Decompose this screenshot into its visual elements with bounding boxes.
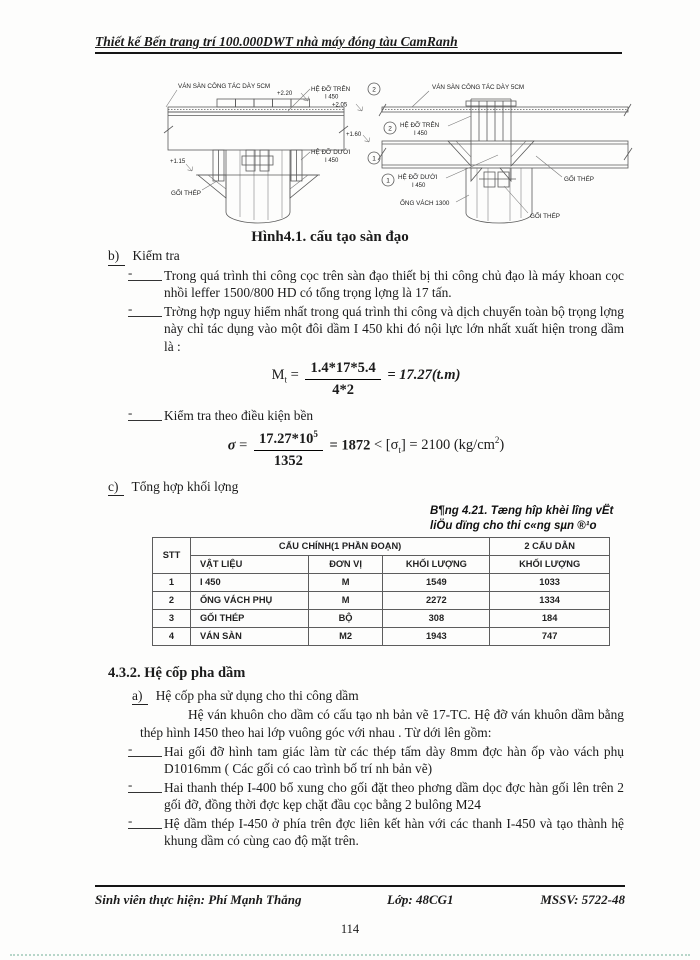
paragraph: Hệ ván khuôn cho dầm có cấu tạo nh bản vẽ 17-TC. Hệ đỡ ván khuôn dầm bằng thép hình I450 theo hai lớp vuông góc với nhau . Từ dới lên gồm: xyxy=(140,707,624,740)
bullet-dash: - xyxy=(128,743,162,757)
callout-2-left: 2 xyxy=(372,86,376,94)
bullet-text: Hai thanh thép I-400 bổ xung cho gối đặt theo phơng dầm dọc đợc hàn gối lên trên 2 gối đỡ, đồng thời đợc kẹp chặt đầu cọc bằng 2 bulông M24 xyxy=(164,779,624,813)
cell-vat-lieu: ỐNG VÁCH PHỤ xyxy=(190,591,308,609)
cell-vat-lieu: I 450 xyxy=(190,573,308,591)
elev-115: +1.15 xyxy=(170,159,186,165)
bullet-item xyxy=(108,740,624,778)
bullet-dash: - xyxy=(128,303,162,317)
label-he-do-tren-right: HỆ ĐỠ TRÊN xyxy=(400,122,440,129)
table-caption: B¶ng 4.21. Tæng hîp khèi lîng vËt liÖu dïng cho thi c«ng sµn ®¹o xyxy=(430,505,614,532)
bullet-item xyxy=(108,264,624,302)
fraction-denominator: 4*2 xyxy=(332,382,354,399)
formula-comparison: < $[\sigma_t] = 2100$ $(kg/cm^2)$ xyxy=(374,435,505,456)
formula-lhs: σ xyxy=(227,437,236,454)
bullet-item xyxy=(108,776,624,814)
fraction xyxy=(305,359,380,400)
bullet-dash: - xyxy=(128,267,162,281)
bullet-text: Hai gối đỡ hình tam giác làm từ các thép tấm dày 8mm đợc hàn ốp vào vách phụ D1016mm ( Các gối có cao trình bố trí nh bản vẽ) xyxy=(164,743,624,777)
cell-vat-lieu: GỐI THÉP xyxy=(190,609,308,627)
label-he-do-duoi-left: HỆ ĐỠ DƯỚI xyxy=(311,149,351,156)
label-i450-bot-left: I 450 xyxy=(325,158,339,164)
label-i450-bot-right: I 450 xyxy=(412,183,426,189)
formula-result: = 1872 xyxy=(329,437,371,454)
footer-mssv: MSSV: 5722-48 xyxy=(540,892,625,907)
footer-class: Lớp: 48CG1 xyxy=(387,892,454,907)
cell-kl1: 1549 xyxy=(383,573,490,591)
bullet-item xyxy=(108,407,624,425)
fraction-numerator: $17.27*10^5$ xyxy=(254,429,323,451)
table-row xyxy=(153,609,610,627)
scan-artifact-line xyxy=(10,954,690,956)
formula-lhs: M xyxy=(271,367,285,384)
cell-stt: 1 xyxy=(153,573,191,591)
label-van-san-right: VÁN SÀN CÔNG TÁC DÀY 5CM xyxy=(432,84,525,91)
col-header-cau-dan: 2 CẤU DẪN xyxy=(490,537,610,555)
section-b-bullets xyxy=(108,264,624,356)
cell-stt: 4 xyxy=(153,627,191,645)
col-header-stt: STT xyxy=(153,537,191,573)
bullet-text: Trờng hợp nguy hiểm nhất trong quá trình thi công và dịch chuyển toàn bộ trọng lợng này chỉ tác dụng vào một đôi dầm I 450 khi đó nội lực lớn nhất xuất hiện trong dầm là : xyxy=(164,303,624,354)
table-row xyxy=(153,627,610,645)
cell-kl1: 1943 xyxy=(383,627,490,645)
bullet-text: Hệ dầm thép I-450 ở phía trên đợc liên kết hàn với các thanh I-450 và tạo thành hệ khung dầm có cùng cao độ mặt trên. xyxy=(164,815,624,849)
bullet-dash: - xyxy=(128,779,162,793)
cell-kl2: 1334 xyxy=(490,591,610,609)
table-header-row-1 xyxy=(153,537,610,555)
cell-kl1: 308 xyxy=(383,609,490,627)
elev-160: +1.60 xyxy=(346,132,362,138)
formula-eq: = xyxy=(239,437,248,454)
formula-stress xyxy=(108,429,624,471)
bullet-text: Trong quá trình thi công cọc trên sàn đạo thiết bị thi công chủ đạo là máy khoan cọc nhồi leffer 1500/800 HD có tổng trọng lợng là 17 tấn. xyxy=(164,267,624,301)
label-goi-thep-bottom: GỐI THÉP xyxy=(530,213,560,220)
section-b-label: b) xyxy=(108,247,125,266)
fraction xyxy=(254,429,323,471)
cell-don-vi: M2 xyxy=(308,627,383,645)
page-header xyxy=(95,34,622,54)
col-header-don-vi: ĐƠN VỊ xyxy=(308,555,383,573)
cell-kl1: 2272 xyxy=(383,591,490,609)
col-header-khoi-luong-2: KHỐI LƯỢNG xyxy=(490,555,610,573)
cell-don-vi: M xyxy=(308,591,383,609)
header-title: Thiết kế Bến trang trí 100.000DWT nhà máy đóng tàu CamRanh xyxy=(95,34,458,49)
label-ong-vach: ỐNG VÁCH 1300 xyxy=(400,200,450,207)
formula-lhs-sub: t xyxy=(284,374,287,385)
section-a-title: Hệ cốp pha sử dụng cho thi công dầm xyxy=(155,687,359,703)
material-table xyxy=(152,537,610,646)
section-432-heading: 4.3.2. Hệ cốp pha dầm xyxy=(108,664,246,681)
footer-student: Sinh viên thực hiện: Phí Mạnh Thắng xyxy=(95,892,302,907)
section-a-label: a) xyxy=(132,687,148,706)
formula-result: = 17.27(t.m) xyxy=(387,367,461,384)
cell-don-vi: BỘ xyxy=(308,609,383,627)
formula-moment xyxy=(108,359,624,400)
callout-1-left: 1 xyxy=(372,155,376,163)
col-header-vat-lieu: VẬT LIỆU xyxy=(190,555,308,573)
section-c-label: c) xyxy=(108,478,124,497)
bullet-dash: - xyxy=(128,815,162,829)
page-number: 114 xyxy=(340,922,360,936)
label-i450-top-left: I 450 xyxy=(325,94,339,101)
figure-caption: Hình4.1. cấu tạo sàn đạo xyxy=(251,229,409,245)
fraction-numerator: 1.4*17*5.4 xyxy=(305,359,380,380)
label-he-do-tren-left: HỆ ĐỠ TRÊN xyxy=(311,86,351,93)
bullet-item xyxy=(108,300,624,356)
bullet-dash: - xyxy=(128,407,162,421)
page-footer xyxy=(95,885,625,908)
section-432-bullets xyxy=(108,740,624,850)
body-content xyxy=(108,247,624,851)
formula-eq: = xyxy=(290,367,299,384)
cell-stt: 2 xyxy=(153,591,191,609)
section-c-heading xyxy=(108,478,624,497)
label-van-san-left: VÁN SÀN CÔNG TÁC DÀY 5CM xyxy=(178,83,271,90)
figure-area xyxy=(0,78,700,240)
cell-stt: 3 xyxy=(153,609,191,627)
drawing-right-section xyxy=(376,78,634,238)
cell-vat-lieu: VÁN SÀN xyxy=(190,627,308,645)
section-b-heading xyxy=(108,247,624,266)
cell-kl2: 184 xyxy=(490,609,610,627)
fraction-denominator: 1352 xyxy=(273,452,303,469)
section-a-heading xyxy=(132,687,624,706)
col-header-cau-chinh: CẤU CHÍNH(1 PHẦN ĐOẠN) xyxy=(190,537,489,555)
cell-kl2: 1033 xyxy=(490,573,610,591)
bullet-item xyxy=(108,812,624,850)
section-b-bullets-2 xyxy=(108,407,624,425)
section-c-title: Tổng hợp khối lợng xyxy=(131,478,239,494)
callout-1-right: 1 xyxy=(386,177,390,185)
section-b-title: Kiểm tra xyxy=(132,248,180,263)
elev-205: +2.05 xyxy=(332,102,348,109)
elev-220: +2.20 xyxy=(277,91,293,97)
table-row xyxy=(153,591,610,609)
table-row xyxy=(153,573,610,591)
label-goi-thep-right: GỐI THÉP xyxy=(564,176,594,183)
table-header-row-2 xyxy=(153,555,610,573)
label-goi-thep-left: GỐI THÉP xyxy=(171,190,201,197)
cell-don-vi: M xyxy=(308,573,383,591)
label-i450-top-right: I 450 xyxy=(414,131,428,137)
callout-2-right: 2 xyxy=(388,125,392,133)
col-header-khoi-luong-1: KHỐI LƯỢNG xyxy=(383,555,490,573)
label-he-do-duoi-right: HỆ ĐỠ DƯỚI xyxy=(398,174,438,181)
cell-kl2: 747 xyxy=(490,627,610,645)
bullet-text: Kiểm tra theo điều kiện bền xyxy=(164,408,314,424)
drawing-left-section xyxy=(160,78,392,236)
